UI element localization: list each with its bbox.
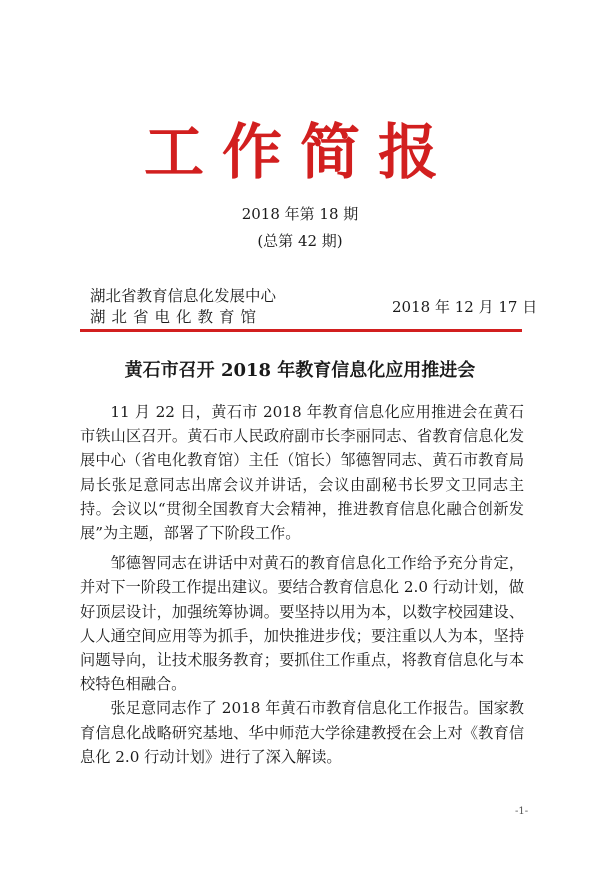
- article-headline: 黄石市召开 2018 年教育信息化应用推进会: [124, 360, 476, 381]
- body-paragraph: 邹德智同志在讲话中对黄石的教育信息化工作给予充分肯定，并对下一阶段工作提出建议。要结合教育信息化 2.0 行动计划，做好顶层设计，加强统筹协调。要坚持以用为本，以数字校园建设、人人通空间应用等为抓手，加快推进步伐；要注重以人为本，坚持问题导向，让技术服务教育；要抓住工作重点，将教育信息化与本校特色相融合。: [80, 554, 524, 694]
- publisher-name-secondary: 湖北省电化教育馆: [90, 308, 263, 326]
- publisher-name: 湖北省教育信息化发展中心: [90, 287, 277, 305]
- red-divider: [80, 329, 522, 332]
- issue-number: 2018 年第 18 期: [241, 205, 359, 223]
- body-paragraph: 张足意同志作了 2018 年黄石市教育信息化工作报告。国家教育信息化战略研究基地、华中师范大学徐建教授在会上对《教育信息化 2.0 行动计划》进行了深入解读。: [80, 699, 524, 766]
- publication-date: 2018 年 12 月 17 日: [392, 298, 538, 316]
- masthead-title: 工作简报: [144, 118, 456, 188]
- page-number: -1-: [515, 806, 529, 817]
- body-paragraph: 11 月 22 日，黄石市 2018 年教育信息化应用推进会在黄石市铁山区召开。黄石市人民政府副市长李丽同志、省教育信息化发展中心（省电化教育馆）主任（馆长）邹德智同志、黄石市教育局局长张足意同志出席会议并讲话，会议由副秘书长罗文卫同志主持。会议以“贯彻全国教育大会精神，推进教育信息化融合创新发展”为主题，部署了下阶段工作。: [80, 403, 524, 543]
- article-body: [80, 400, 524, 769]
- issue-total: (总第 42 期): [257, 232, 343, 250]
